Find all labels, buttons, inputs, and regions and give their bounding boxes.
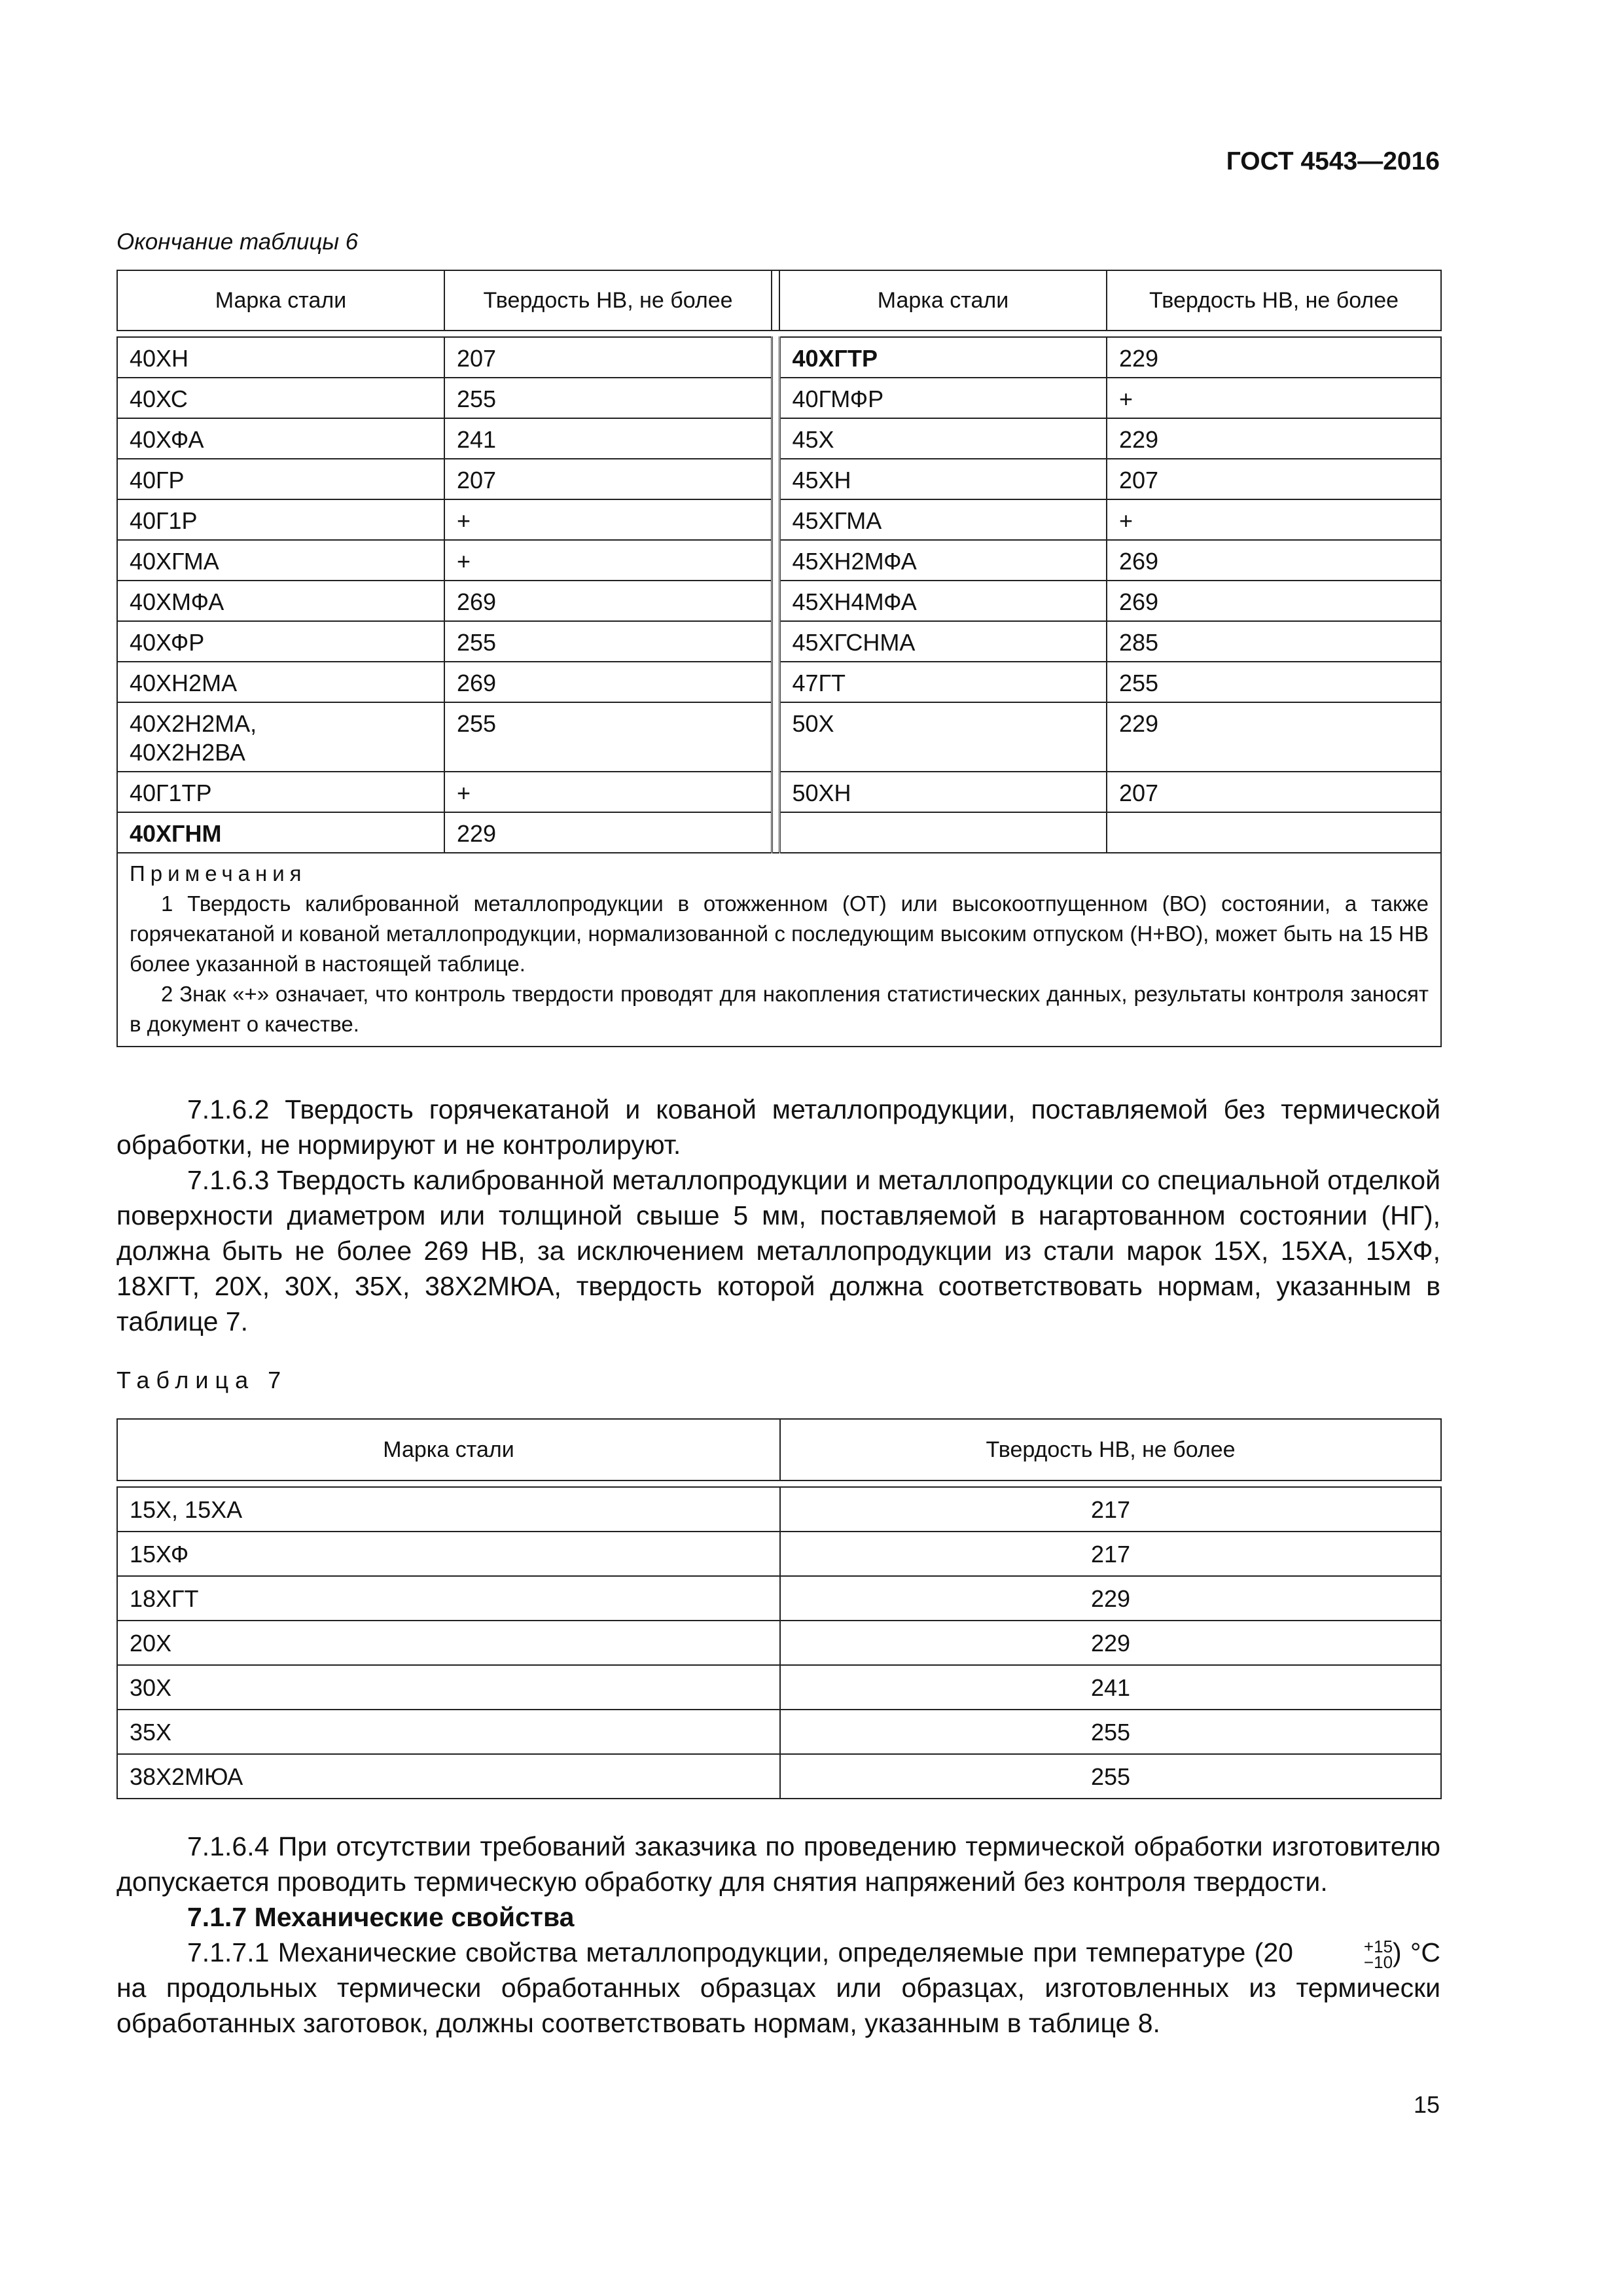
table6-column-separator (772, 662, 779, 702)
notes-title: Примечания (130, 861, 307, 886)
temperature-tolerance (1293, 1937, 1393, 1973)
table6-hb-right: 229 (1107, 418, 1441, 459)
table6-grade-left: 40ХФА (117, 418, 444, 459)
table6-grade-left: 40ХФР (117, 621, 444, 662)
table7-grade: 38Х2МЮА (117, 1754, 780, 1799)
table6-grade-left (117, 702, 444, 772)
table7-header-gap (117, 1480, 1441, 1487)
table6-column-separator (772, 581, 779, 621)
table7-header-hardness: Твердость НВ, не более (780, 1419, 1441, 1480)
table6-row (117, 621, 1441, 662)
page-number: 15 (1413, 2091, 1440, 2118)
table7-hb: 229 (780, 1576, 1441, 1621)
table6-header-hardness-right: Твердость НВ, не более (1107, 270, 1441, 331)
table6-header-grade-right: Марка стали (779, 270, 1107, 331)
table6-column-separator (772, 459, 779, 499)
table7-row (117, 1532, 1441, 1576)
table7-row (117, 1576, 1441, 1621)
table6-hb-right: 285 (1107, 621, 1441, 662)
table6-column-separator (772, 418, 779, 459)
table6-column-separator (772, 540, 779, 581)
table6-column-separator (772, 702, 779, 772)
table6-row (117, 662, 1441, 702)
document-code: ГОСТ 4543—2016 (1226, 147, 1440, 175)
table6-hb-right: + (1107, 499, 1441, 540)
table6-header-hardness-left: Твердость НВ, не более (444, 270, 772, 331)
table6-hb-left: + (444, 772, 772, 812)
table7-grade: 15Х, 15ХА (117, 1487, 780, 1532)
table6-hb-left: 269 (444, 581, 772, 621)
table6-row (117, 540, 1441, 581)
table6-column-separator (772, 621, 779, 662)
p7171-text-end: ) °С на продольных термически обработанных образцах или образцах, изготовленных из термически обработанных заготовок, должны соответствовать нормам, указанным в таблице 8. (116, 1937, 1440, 2039)
table7-row (117, 1487, 1441, 1532)
table6-row (117, 459, 1441, 499)
table7-grade: 18ХГТ (117, 1576, 780, 1621)
table6-row (117, 812, 1441, 853)
table6-notes (117, 853, 1441, 1047)
table6-grade-left: 40ХМФА (117, 581, 444, 621)
p7171-text-start: 7.1.7.1 Механические свойства металлопродукции, определяемые при температуре ( (187, 1937, 1264, 1967)
table6-grade-right: 45ХН4МФА (779, 581, 1107, 621)
tolerance-upper: +15 (1363, 1937, 1393, 1957)
table6-hb-left: 241 (444, 418, 772, 459)
table7-hb: 255 (780, 1754, 1441, 1799)
table6-hb-left: 207 (444, 337, 772, 378)
table6-grade-left-line2: 40Х2Н2ВА (130, 739, 245, 766)
table6-hb-right: 229 (1107, 702, 1441, 772)
table6-column-separator (772, 499, 779, 540)
table7-body (117, 1487, 1441, 1799)
table6-row (117, 581, 1441, 621)
paragraph-7-1-6-4: 7.1.6.4 При отсутствии требований заказчика по проведению термической обработки изготовителю допускается проводить термическую обработку для снятия напряжений без контроля твердости. (116, 1831, 1440, 1897)
table7-grade: 35Х (117, 1710, 780, 1754)
table6-hb-left: 255 (444, 702, 772, 772)
table7-hb: 229 (780, 1621, 1441, 1665)
table7-row (117, 1665, 1441, 1710)
heading-7-1-7: 7.1.7 Механические свойства (187, 1902, 575, 1932)
table6-hb-left: 207 (444, 459, 772, 499)
table6-grade-right: 45ХГМА (779, 499, 1107, 540)
table6-row (117, 499, 1441, 540)
table6-hb-right: 255 (1107, 662, 1441, 702)
note-2: 2 Знак «+» означает, что контроль твердости проводят для накопления статистических данных, результаты контроля заносят в документ о качестве. (130, 982, 1429, 1036)
table6-grade-right: 50Х (779, 702, 1107, 772)
table6-caption: Окончание таблицы 6 (116, 229, 359, 255)
table6-column-separator (772, 812, 779, 853)
table7-header-row (117, 1419, 1441, 1480)
table7-grade: 15ХФ (117, 1532, 780, 1576)
table6-column-separator (772, 337, 779, 378)
table6-header-gap (117, 331, 1441, 337)
table6-body (117, 337, 1441, 853)
table6-row (117, 702, 1441, 772)
table7-caption: Таблица 7 (116, 1367, 288, 1393)
table7-hb: 217 (780, 1487, 1441, 1532)
table6-hb-right: 229 (1107, 337, 1441, 378)
table7-hb: 241 (780, 1665, 1441, 1710)
table6-row (117, 337, 1441, 378)
table6-hb-left: 255 (444, 621, 772, 662)
temperature-value: 20 (1263, 1937, 1293, 1967)
table6-hb-left: 255 (444, 378, 772, 418)
table7-row (117, 1710, 1441, 1754)
table7-row (117, 1621, 1441, 1665)
table6-grade-left: 40ХН (117, 337, 444, 378)
table6-hb-right: 269 (1107, 581, 1441, 621)
table6-header-row (117, 270, 1441, 331)
table6-grade-left: 40Г1ТР (117, 772, 444, 812)
table7-row (117, 1754, 1441, 1799)
table6-grade-left-line1: 40Х2Н2МА, (130, 710, 257, 737)
table6-column-separator (772, 378, 779, 418)
table6-grade-right: 40ГМФР (779, 378, 1107, 418)
table6-hb-left: + (444, 499, 772, 540)
note-1: 1 Твердость калиброванной металлопродукции в отожженном (ОТ) или высокоотпущенном (ВО) состоянии, а также горячекатаной и кованой металлопродукции, нормализованной с последующим высоким отпуском (Н+ВО), может быть на 15 НВ более указанной в настоящей таблице. (130, 891, 1429, 976)
table6-notes-row (117, 853, 1441, 1047)
table6-grade-left: 40ГР (117, 459, 444, 499)
table6-row (117, 378, 1441, 418)
table6-grade-left: 40Г1Р (117, 499, 444, 540)
table7-grade: 20Х (117, 1621, 780, 1665)
table6-grade-right: 47ГТ (779, 662, 1107, 702)
table6-grade-left: 40ХС (117, 378, 444, 418)
table6-header-grade-left: Марка стали (117, 270, 444, 331)
table6-hb-right: + (1107, 378, 1441, 418)
table6-row (117, 772, 1441, 812)
table6-grade-right: 45ХН (779, 459, 1107, 499)
table7 (116, 1418, 1442, 1799)
table6-hb-left: 269 (444, 662, 772, 702)
table6-grade-right: 40ХГТР (779, 337, 1107, 378)
table6-hb-right (1107, 812, 1441, 853)
table6-hb-left: 229 (444, 812, 772, 853)
table6-grade-left: 40ХГНМ (117, 812, 444, 853)
paragraph-7-1-6-2: 7.1.6.2 Твердость горячекатаной и кованой металлопродукции, поставляемой без термической обработки, не нормируют и не контролируют. (116, 1094, 1440, 1160)
table6-grade-left: 40ХГМА (117, 540, 444, 581)
table6 (116, 270, 1442, 1047)
table6-grade-left: 40ХН2МА (117, 662, 444, 702)
table6-grade-right (779, 812, 1107, 853)
table6-column-separator (772, 270, 779, 331)
paragraph-7-1-7-1 (116, 1935, 1440, 2041)
table6-column-separator (772, 772, 779, 812)
table7-hb: 255 (780, 1710, 1441, 1754)
table6-hb-right: 269 (1107, 540, 1441, 581)
table6-grade-right: 45ХН2МФА (779, 540, 1107, 581)
table6-grade-right: 50ХН (779, 772, 1107, 812)
table6-hb-right: 207 (1107, 459, 1441, 499)
tolerance-lower: −10 (1363, 1952, 1393, 1973)
table7-hb: 217 (780, 1532, 1441, 1576)
table6-hb-left: + (444, 540, 772, 581)
table7-header-grade: Марка стали (117, 1419, 780, 1480)
paragraph-7-1-6-3: 7.1.6.3 Твердость калиброванной металлопродукции и металлопродукции со специальной отделкой поверхности диаметром или толщиной свыше 5 мм, поставляемой в нагартованном состоянии (НГ), должна быть не более 269 НВ, за исключением металлопродукции из стали марок 15Х, 15ХА, 15ХФ, 18ХГТ, 20Х, 30Х, 35Х, 38Х2МЮА, твердость которой должна соответствовать нормам, указанным в таблице 7. (116, 1165, 1440, 1336)
table6-grade-right: 45ХГСНМА (779, 621, 1107, 662)
table6-hb-right: 207 (1107, 772, 1441, 812)
table7-grade: 30Х (117, 1665, 780, 1710)
table6-row (117, 418, 1441, 459)
table6-grade-right: 45Х (779, 418, 1107, 459)
